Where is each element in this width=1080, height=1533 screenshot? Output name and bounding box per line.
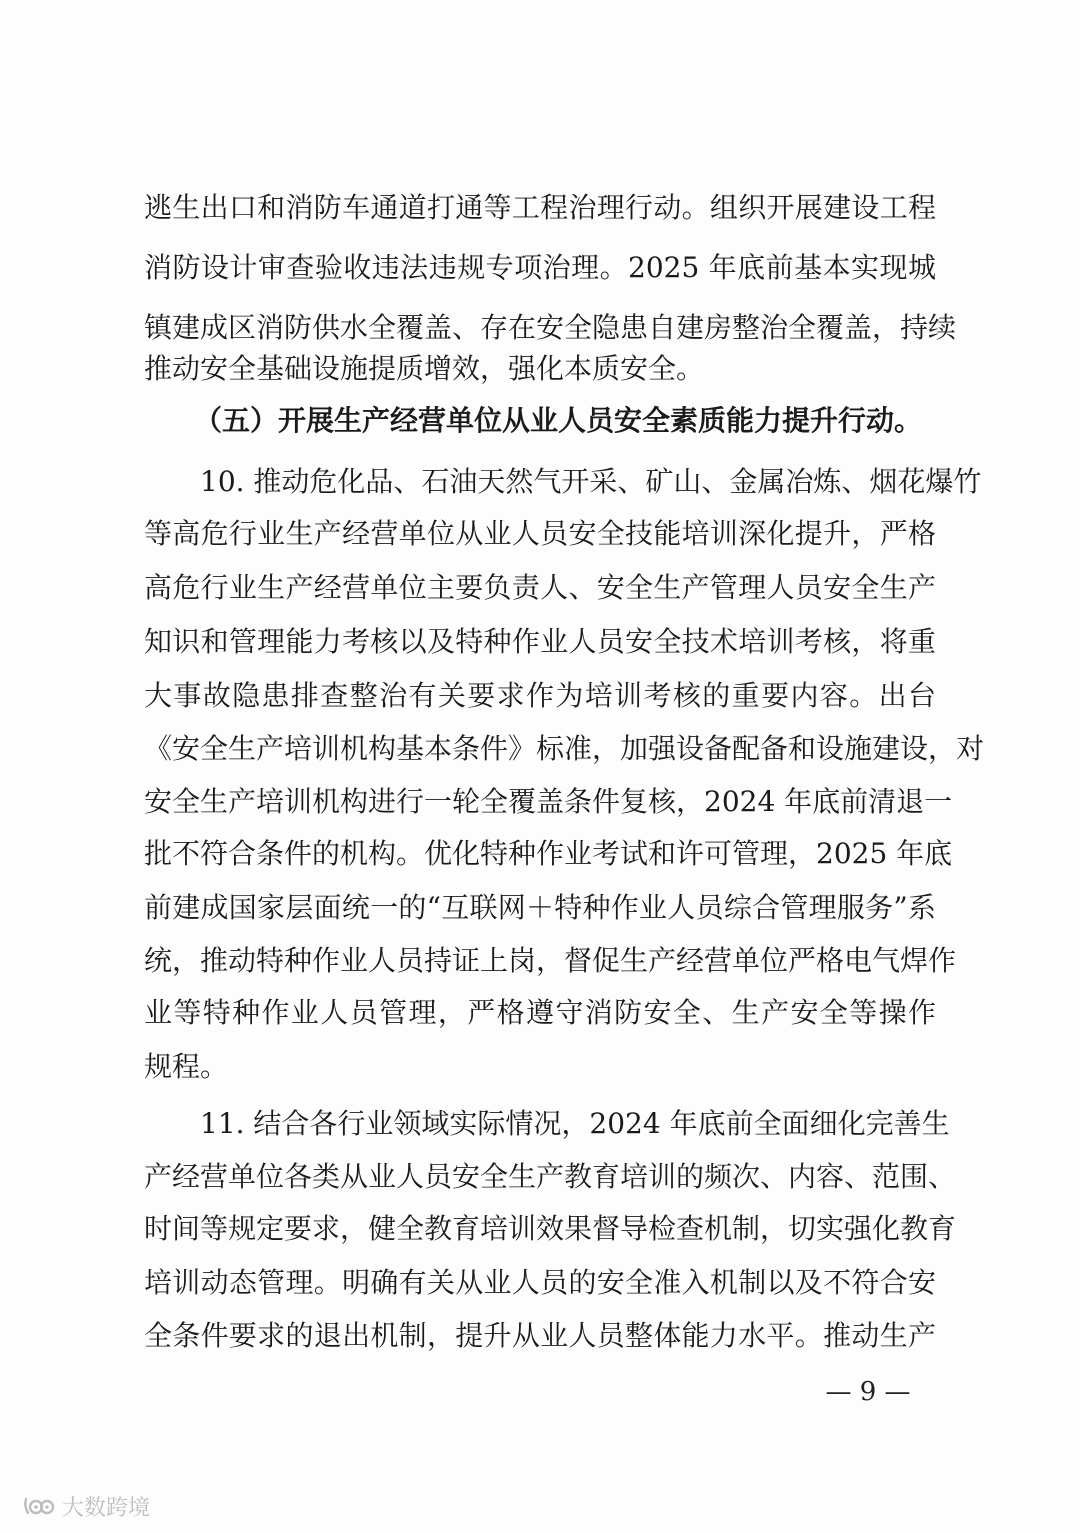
- body-text-line: 产经营单位各类从业人员安全生产教育培训的频次、内容、范围、: [144, 1160, 957, 1193]
- watermark-logo-icon: [22, 1493, 56, 1519]
- body-text-line: 推动安全基础设施提质增效，强化本质安全。: [144, 352, 705, 385]
- page-number: — 9 —: [825, 1377, 911, 1407]
- body-text-line: 《安全生产培训机构基本条件》标准，加强设备配备和设施建设，对: [144, 732, 985, 765]
- body-text-line: 规程。: [144, 1050, 229, 1083]
- body-text-line: 镇建成区消防供水全覆盖、存在安全隐患自建房整治全覆盖，持续: [144, 311, 957, 344]
- body-text-line: 高危行业生产经营单位主要负责人、安全生产管理人员安全生产: [144, 571, 936, 604]
- body-text-line: 培训动态管理。明确有关从业人员的安全准入机制以及不符合安: [144, 1266, 936, 1299]
- body-text-line: 知识和管理能力考核以及特种作业人员安全技术培训考核，将重: [144, 625, 936, 658]
- section-heading: （五）开展生产经营单位从业人员安全素质能力提升行动。: [194, 404, 923, 437]
- body-text-line: 大事故隐患排查整治有关要求作为培训考核的重要内容。出台: [144, 679, 936, 712]
- body-text-line: 安全生产培训机构进行一轮全覆盖条件复核，2024 年底前清退一: [144, 785, 953, 818]
- body-text-line: 统，推动特种作业人员持证上岗，督促生产经营单位严格电气焊作: [144, 944, 957, 977]
- watermark: [22, 1488, 150, 1524]
- body-text-line: 等高危行业生产经营单位从业人员安全技能培训深化提升，严格: [144, 517, 936, 550]
- paragraph-first-line: 11. 结合各行业领域实际情况，2024 年底前全面细化完善生: [200, 1107, 950, 1140]
- body-text-line: 全条件要求的退出机制，提升从业人员整体能力水平。推动生产: [144, 1319, 936, 1352]
- body-text-line: 前建成国家层面统一的“互联网＋特种作业人员综合管理服务”系: [144, 891, 936, 924]
- watermark-text: 大数跨境: [62, 1495, 151, 1521]
- paragraph-first-line: 10. 推动危化品、石油天然气开采、矿山、金属冶炼、烟花爆竹: [200, 465, 982, 498]
- body-text-line: 批不符合条件的机构。优化特种作业考试和许可管理，2025 年底: [144, 837, 953, 870]
- body-text-line: 消防设计审查验收违法违规专项治理。2025 年底前基本实现城: [144, 251, 936, 284]
- body-text-line: 业等特种作业人员管理，严格遵守消防安全、生产安全等操作: [144, 996, 936, 1029]
- body-text-line: 逃生出口和消防车通道打通等工程治理行动。组织开展建设工程: [144, 191, 936, 224]
- body-text-line: 时间等规定要求，健全教育培训效果督导检查机制，切实强化教育: [144, 1212, 957, 1245]
